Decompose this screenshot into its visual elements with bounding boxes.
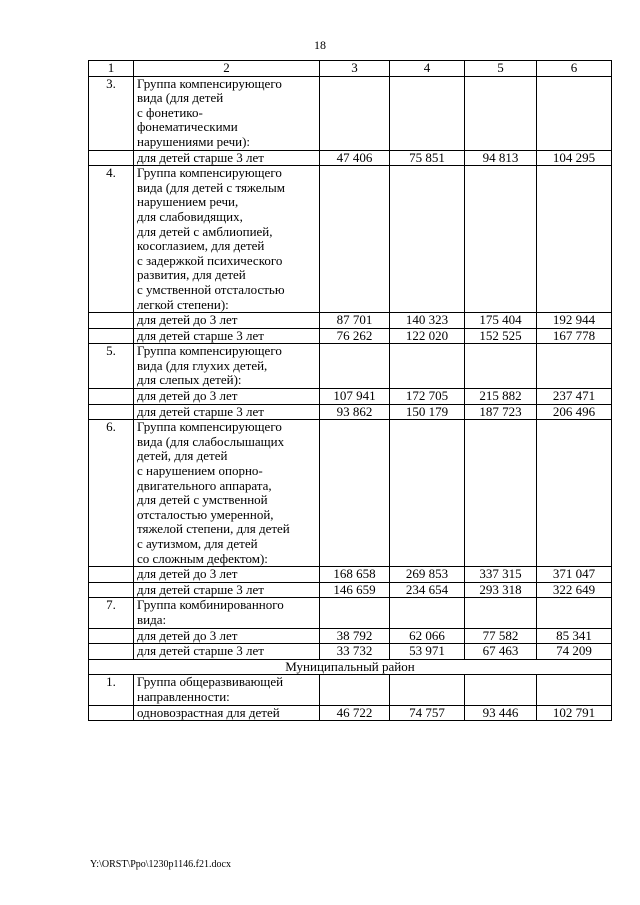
value-cell: 237 471 [537, 389, 612, 405]
value-cell: 206 496 [537, 404, 612, 420]
empty-value-cell [537, 76, 612, 150]
value-cell: 293 318 [465, 582, 537, 598]
empty-number-cell [89, 567, 134, 583]
value-cell: 47 406 [320, 150, 390, 166]
value-cell: 46 722 [320, 705, 390, 721]
age-label: для детей до 3 лет [134, 389, 320, 405]
description-line: вида: [137, 611, 167, 627]
data-row [89, 389, 612, 405]
value-cell: 140 323 [390, 313, 465, 329]
empty-value-cell [465, 76, 537, 150]
section-title: Муниципальный район [89, 659, 612, 675]
description-line: нарушением речи, [137, 194, 239, 210]
page-number: 18 [314, 38, 326, 52]
description-line: вида (для детей [137, 90, 224, 106]
value-cell: 167 778 [537, 328, 612, 344]
description-line: с нарушением опорно- [137, 463, 263, 479]
value-cell: 172 705 [390, 389, 465, 405]
value-cell: 38 792 [320, 628, 390, 644]
value-cell: 53 971 [390, 644, 465, 660]
description-line: для слепых детей): [137, 372, 242, 388]
empty-value-cell [390, 344, 465, 389]
value-cell: 371 047 [537, 567, 612, 583]
description-line: тяжелой степени, для детей [137, 521, 290, 537]
tariff-table [88, 60, 612, 721]
empty-number-cell [89, 389, 134, 405]
empty-number-cell [89, 313, 134, 329]
header-cell: 1 [89, 61, 134, 77]
empty-value-cell [537, 344, 612, 389]
header-row [89, 61, 612, 77]
description-line: Группа компенсирующего [137, 343, 282, 359]
empty-number-cell [89, 582, 134, 598]
empty-value-cell [537, 166, 612, 313]
empty-value-cell [320, 76, 390, 150]
description-line: вида (для слабослышащих [137, 433, 285, 449]
empty-value-cell [320, 166, 390, 313]
age-label: для детей старше 3 лет [134, 404, 320, 420]
age-label: для детей старше 3 лет [134, 150, 320, 166]
header-cell: 3 [320, 61, 390, 77]
header-cell: 2 [134, 61, 320, 77]
description-line: Группа компенсирующего [137, 165, 282, 181]
empty-value-cell [537, 598, 612, 628]
empty-value-cell [537, 420, 612, 567]
description-line: Группа компенсирующего [137, 75, 282, 91]
row-number: 7. [89, 598, 134, 628]
empty-value-cell [390, 76, 465, 150]
description-line: Группа комбинированного [137, 597, 284, 613]
empty-number-cell [89, 628, 134, 644]
description-line: развития, для детей [137, 267, 246, 283]
empty-value-cell [390, 166, 465, 313]
value-cell: 75 851 [390, 150, 465, 166]
header-cell: 6 [537, 61, 612, 77]
value-cell: 33 732 [320, 644, 390, 660]
row-number: 1. [89, 675, 134, 705]
age-label: одновозрастная для детей [134, 705, 320, 721]
data-row [89, 328, 612, 344]
description-line: косоглазием, для детей [137, 238, 265, 254]
description-line: с умственной отсталостью [137, 281, 285, 297]
age-label: для детей до 3 лет [134, 313, 320, 329]
value-cell: 152 525 [465, 328, 537, 344]
data-row [89, 582, 612, 598]
description-line: со сложным дефектом): [137, 550, 268, 566]
value-cell: 77 582 [465, 628, 537, 644]
empty-value-cell [390, 598, 465, 628]
empty-value-cell [390, 675, 465, 705]
row-number: 6. [89, 420, 134, 567]
empty-value-cell [390, 420, 465, 567]
description-line: для детей с амблиопией, [137, 223, 273, 239]
group-row [89, 598, 612, 628]
description-line: Группа компенсирующего [137, 419, 282, 435]
empty-value-cell [465, 420, 537, 567]
empty-value-cell [320, 675, 390, 705]
description-line: Группа общеразвивающей [137, 674, 284, 690]
description-line: легкой степени): [137, 296, 229, 312]
group-row [89, 166, 612, 313]
group-description [134, 76, 320, 150]
empty-value-cell [465, 675, 537, 705]
value-cell: 269 853 [390, 567, 465, 583]
description-line: нарушениями речи): [137, 133, 251, 149]
description-line: двигательного аппарата, [137, 477, 272, 493]
age-label: для детей до 3 лет [134, 567, 320, 583]
description-line: с аутизмом, для детей [137, 536, 258, 551]
row-number: 5. [89, 344, 134, 389]
section-row [89, 659, 612, 675]
empty-value-cell [537, 675, 612, 705]
description-line: детей, для детей [137, 448, 228, 464]
value-cell: 93 446 [465, 705, 537, 721]
value-cell: 175 404 [465, 313, 537, 329]
value-cell: 94 813 [465, 150, 537, 166]
row-number: 4. [89, 166, 134, 313]
value-cell: 85 341 [537, 628, 612, 644]
empty-number-cell [89, 328, 134, 344]
value-cell: 150 179 [390, 404, 465, 420]
value-cell: 192 944 [537, 313, 612, 329]
empty-number-cell [89, 644, 134, 660]
description-line: фонематическими [137, 119, 238, 135]
empty-value-cell [465, 598, 537, 628]
value-cell: 67 463 [465, 644, 537, 660]
group-description [134, 598, 320, 628]
file-path-footer: Y:\ORST\Ppo\1230p1146.f21.docx [90, 859, 231, 870]
value-cell: 122 020 [390, 328, 465, 344]
value-cell: 107 941 [320, 389, 390, 405]
group-row [89, 675, 612, 705]
age-label: для детей старше 3 лет [134, 644, 320, 660]
group-row [89, 420, 612, 567]
description-line: вида (для глухих детей, [137, 357, 268, 373]
description-line: для слабовидящих, [137, 208, 243, 224]
value-cell: 87 701 [320, 313, 390, 329]
value-cell: 93 862 [320, 404, 390, 420]
header-cell: 4 [390, 61, 465, 77]
age-label: для детей старше 3 лет [134, 582, 320, 598]
group-row [89, 76, 612, 150]
empty-number-cell [89, 150, 134, 166]
value-cell: 74 209 [537, 644, 612, 660]
empty-value-cell [320, 344, 390, 389]
value-cell: 146 659 [320, 582, 390, 598]
value-cell: 322 649 [537, 582, 612, 598]
data-row [89, 313, 612, 329]
data-row [89, 705, 612, 721]
value-cell: 62 066 [390, 628, 465, 644]
header-cell: 5 [465, 61, 537, 77]
data-row [89, 567, 612, 583]
description-line: с фонетико- [137, 104, 203, 120]
description-line: для детей с умственной [137, 492, 268, 508]
description-line: отсталостью умеренной, [137, 506, 274, 522]
group-description [134, 344, 320, 389]
empty-value-cell [465, 166, 537, 313]
group-description [134, 420, 320, 567]
value-cell: 76 262 [320, 328, 390, 344]
empty-value-cell [465, 344, 537, 389]
group-description [134, 166, 320, 313]
empty-value-cell [320, 598, 390, 628]
empty-value-cell [320, 420, 390, 567]
data-row [89, 644, 612, 660]
data-row [89, 150, 612, 166]
data-row [89, 628, 612, 644]
value-cell: 104 295 [537, 150, 612, 166]
description-line: с задержкой психического [137, 252, 283, 268]
group-row [89, 344, 612, 389]
empty-number-cell [89, 705, 134, 721]
value-cell: 102 791 [537, 705, 612, 721]
value-cell: 168 658 [320, 567, 390, 583]
value-cell: 215 882 [465, 389, 537, 405]
empty-number-cell [89, 404, 134, 420]
description-line: направленности: [137, 688, 230, 704]
age-label: для детей до 3 лет [134, 628, 320, 644]
value-cell: 234 654 [390, 582, 465, 598]
row-number: 3. [89, 76, 134, 150]
description-line: вида (для детей с тяжелым [137, 179, 285, 195]
group-description [134, 675, 320, 705]
value-cell: 337 315 [465, 567, 537, 583]
value-cell: 74 757 [390, 705, 465, 721]
data-row [89, 404, 612, 420]
value-cell: 187 723 [465, 404, 537, 420]
age-label: для детей старше 3 лет [134, 328, 320, 344]
